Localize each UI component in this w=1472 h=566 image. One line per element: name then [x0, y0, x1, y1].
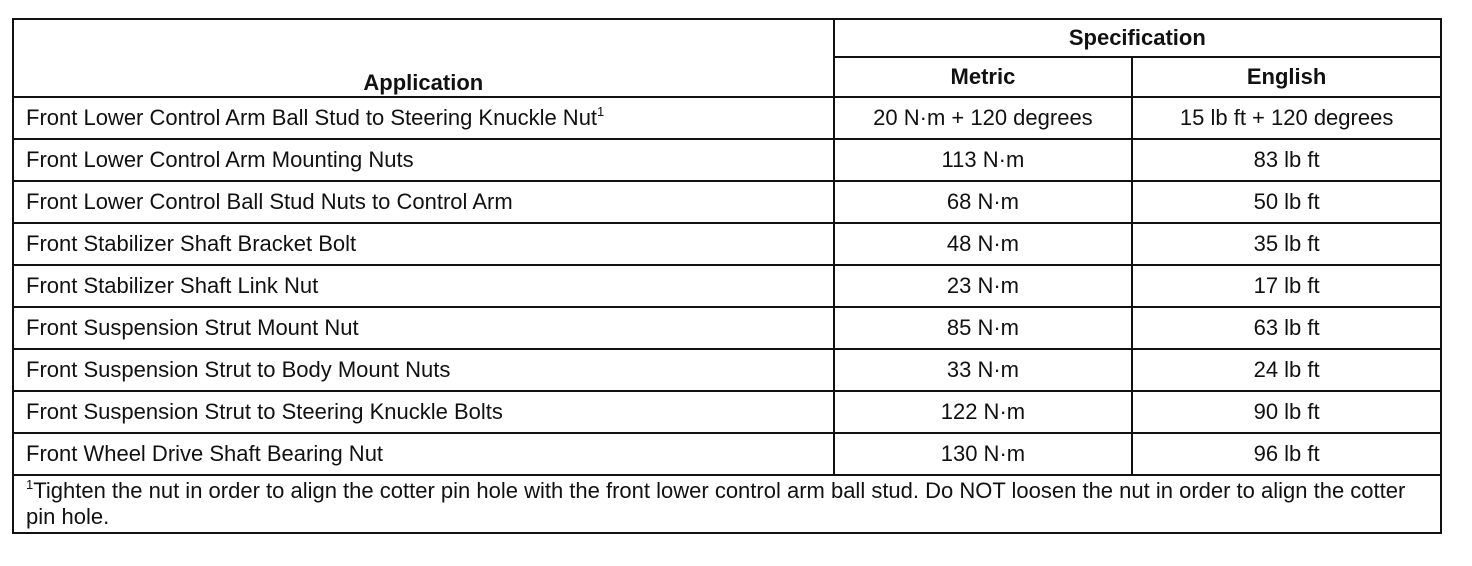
- metric-value-cell: 113 N·m: [834, 139, 1133, 181]
- table-row: [13, 433, 1441, 475]
- application-cell: [13, 97, 834, 139]
- application-cell: [13, 265, 834, 307]
- metric-value-cell: 68 N·m: [834, 181, 1133, 223]
- application-text: Front Lower Control Arm Ball Stud to Steering Knuckle Nut: [26, 105, 598, 130]
- english-value-cell: 15 lb ft + 120 degrees: [1132, 97, 1441, 139]
- application-text: Front Stabilizer Shaft Link Nut: [26, 273, 319, 298]
- table-row: [13, 181, 1441, 223]
- footnote: [13, 475, 1441, 533]
- application-cell: [13, 307, 834, 349]
- english-column-header: English: [1132, 57, 1441, 97]
- metric-value-cell: 130 N·m: [834, 433, 1133, 475]
- english-value-cell: 50 lb ft: [1132, 181, 1441, 223]
- table-row: [13, 139, 1441, 181]
- metric-value-cell: 20 N·m + 120 degrees: [834, 97, 1133, 139]
- application-text: Front Wheel Drive Shaft Bearing Nut: [26, 441, 384, 466]
- metric-column-header: Metric: [834, 57, 1133, 97]
- footnote-marker: 1: [26, 477, 34, 492]
- metric-value-cell: 33 N·m: [834, 349, 1133, 391]
- english-value-cell: 90 lb ft: [1132, 391, 1441, 433]
- english-value-cell: 24 lb ft: [1132, 349, 1441, 391]
- metric-value-cell: 23 N·m: [834, 265, 1133, 307]
- table-row: [13, 265, 1441, 307]
- footnote-reference: 1: [597, 104, 605, 119]
- application-text: Front Lower Control Arm Mounting Nuts: [26, 147, 414, 172]
- application-cell: [13, 349, 834, 391]
- metric-value-cell: 85 N·m: [834, 307, 1133, 349]
- torque-spec-table: [12, 18, 1442, 534]
- english-value-cell: 35 lb ft: [1132, 223, 1441, 265]
- application-text: Front Stabilizer Shaft Bracket Bolt: [26, 231, 357, 256]
- application-cell: [13, 223, 834, 265]
- english-value-cell: 83 lb ft: [1132, 139, 1441, 181]
- metric-value-cell: 122 N·m: [834, 391, 1133, 433]
- application-text: Front Suspension Strut Mount Nut: [26, 315, 359, 340]
- table-row: [13, 97, 1441, 139]
- table-row: [13, 349, 1441, 391]
- application-cell: [13, 139, 834, 181]
- application-cell: [13, 433, 834, 475]
- english-value-cell: 17 lb ft: [1132, 265, 1441, 307]
- application-text: Front Suspension Strut to Body Mount Nuts: [26, 357, 451, 382]
- table-row: [13, 391, 1441, 433]
- table-row: [13, 307, 1441, 349]
- specification-column-header: Specification: [834, 19, 1441, 57]
- application-text: Front Suspension Strut to Steering Knuckle Bolts: [26, 399, 503, 424]
- footnote-text: Tighten the nut in order to align the cotter pin hole with the front lower control arm ball stud. Do NOT loosen the nut in order to align the cotter pin hole.: [26, 478, 1406, 529]
- application-cell: [13, 391, 834, 433]
- english-value-cell: 96 lb ft: [1132, 433, 1441, 475]
- metric-value-cell: 48 N·m: [834, 223, 1133, 265]
- application-cell: [13, 181, 834, 223]
- english-value-cell: 63 lb ft: [1132, 307, 1441, 349]
- application-column-header: Application: [13, 19, 834, 97]
- application-text: Front Lower Control Ball Stud Nuts to Control Arm: [26, 189, 513, 214]
- table-row: [13, 223, 1441, 265]
